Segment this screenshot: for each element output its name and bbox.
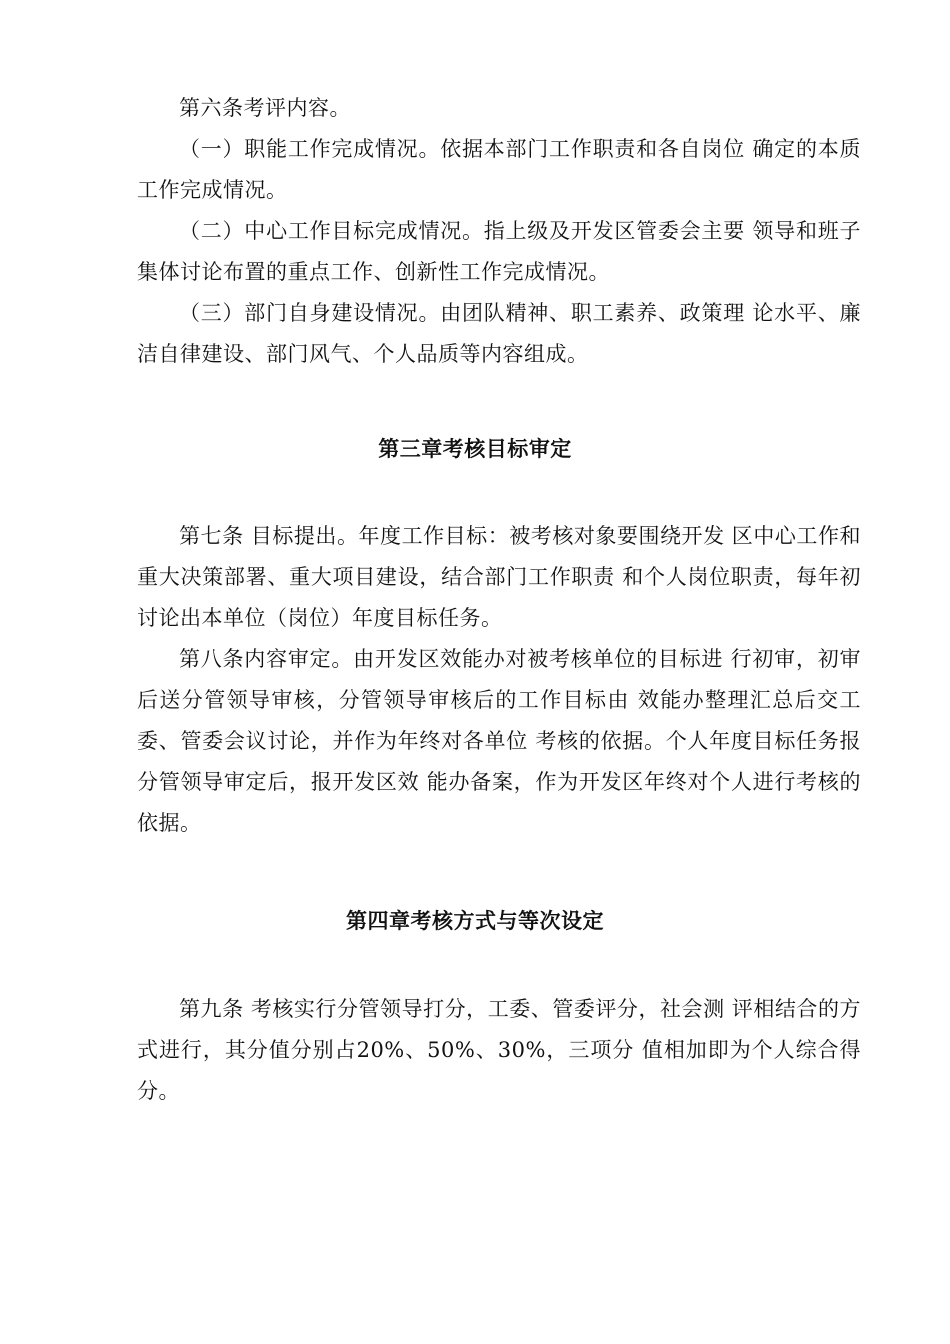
article-7: 第七条 目标提出。年度工作目标：被考核对象要围绕开发 区中心工作和重大决策部署、重大项目建设，结合部门工作职责 和个人岗位职责，每年初讨论出本单位（岗位）年度目标任务。: [137, 524, 861, 630]
chapter-4-heading: 第四章考核方式与等次设定: [346, 908, 604, 933]
article-6-title: 第六条考评内容。: [179, 96, 351, 120]
section-article-6: [137, 88, 861, 375]
article-6-item-2: （二）中心工作目标完成情况。指上级及开发区管委会主要 领导和班子集体讨论布置的重点工作、创新性工作完成情况。: [137, 219, 861, 284]
chapter-3-heading: 第三章考核目标审定: [378, 436, 572, 461]
article-6-item-1: （一）职能工作完成情况。依据本部门工作职责和各自岗位 确定的本质工作完成情况。: [137, 137, 861, 202]
article-6-item-3: （三）部门自身建设情况。由团队精神、职工素养、政策理 论水平、廉洁自律建设、部门风气、个人品质等内容组成。: [137, 301, 861, 366]
section-chapter-4: [137, 989, 861, 1112]
section-chapter-3: [137, 516, 861, 844]
article-8: 第八条内容审定。由开发区效能办对被考核单位的目标进 行初审，初审后送分管领导审核，分管领导审核后的工作目标由 效能办整理汇总后交工委、管委会议讨论，并作为年终对各单位 考核的依据。个人年度目标任务报分管领导审定后，报开发区效 能办备案，作为开发区年终对个人进行考核的依据。: [137, 647, 861, 835]
article-9: 第九条 考核实行分管领导打分，工委、管委评分，社会测 评相结合的方式进行，其分值分别占20%、50%、30%，三项分 值相加即为个人综合得分。: [137, 997, 861, 1103]
